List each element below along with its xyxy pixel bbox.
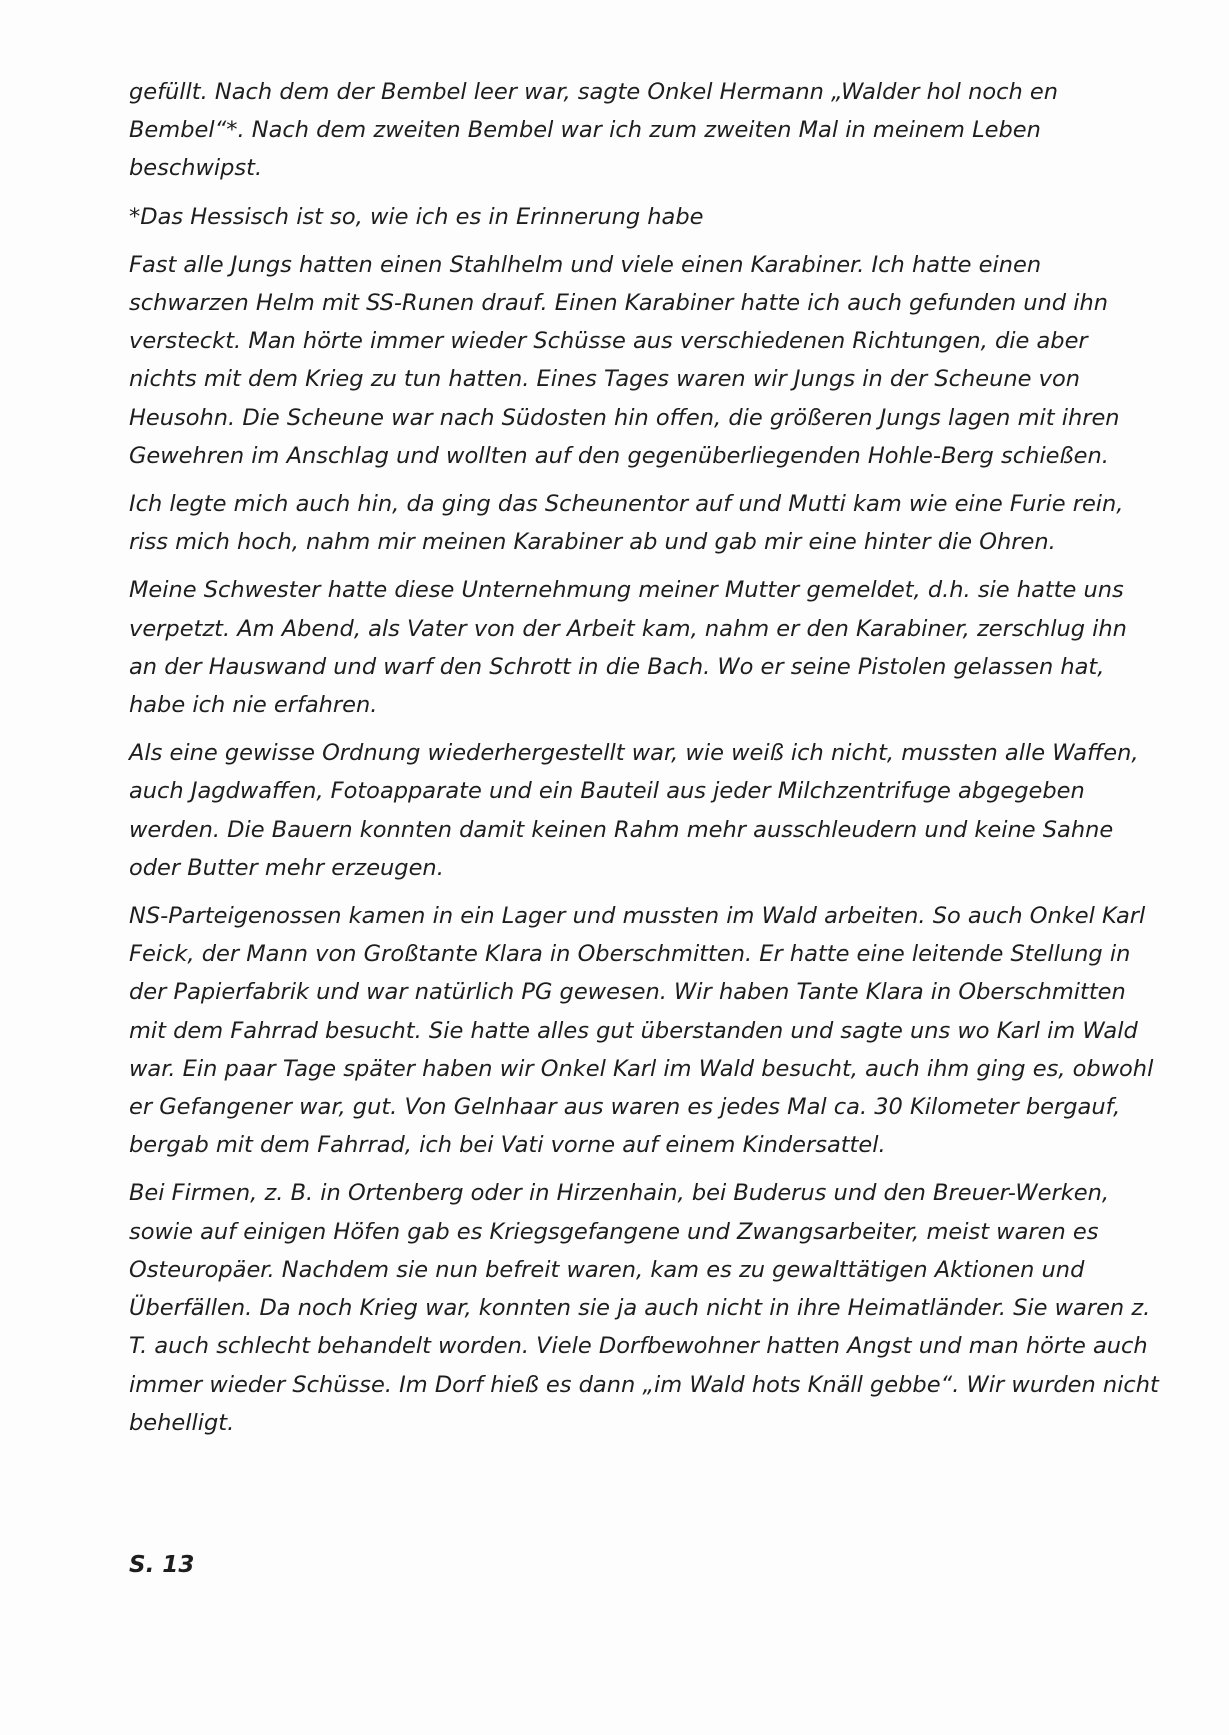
paragraph: Als eine gewisse Ordnung wiederhergestellt war, wie weiß ich nicht, mussten alle Waffen, auch Jagdwaffen, Fotoapparate und ein Bauteil aus jeder Milchzentrifuge abgegeben werden. Die Bauern konnten damit keinen Rahm mehr ausschleudern und keine Sahne oder Butter mehr erzeugen. — [129, 740, 1139, 881]
document-body — [129, 73, 1159, 1452]
footnote: *Das Hessisch ist so, wie ich es in Erinnerung habe — [129, 203, 704, 230]
paragraph: NS-Parteigenossen kamen in ein Lager und mussten im Wald arbeiten. So auch Onkel Karl Feick, der Mann von Großtante Klara in Oberschmitten. Er hatte eine leitende Stellung in der Papierfabrik und war natürlich PG gewesen. Wir haben Tante Klara in Oberschmitten mit dem Fahrrad besucht. Sie hatte alles gut überstanden und sagte uns wo Karl im Wald war. Ein paar Tage später haben wir Onkel Karl im Wald besucht, auch ihm ging es, obwohl er Gefangener war, gut. Von Gelnhaar aus waren es jedes Mal ca. 30 Kilometer bergauf, bergab mit dem Fahrrad, ich bei Vati vorne auf einem Kindersattel. — [129, 903, 1154, 1159]
paragraph: Ich legte mich auch hin, da ging das Scheunentor auf und Mutti kam wie eine Furie rein, riss mich hoch, nahm mir meinen Karabiner ab und gab mir eine hinter die Ohren. — [129, 491, 1124, 556]
paragraph: gefüllt. Nach dem der Bembel leer war, sagte Onkel Hermann „Walder hol noch en Bembel“*. Nach dem zweiten Bembel war ich zum zweiten Mal in meinem Leben beschwipst. — [129, 79, 1058, 182]
paragraph: Bei Firmen, z. B. in Ortenberg oder in Hirzenhain, bei Buderus und den Breuer-Werken, sowie auf einigen Höfen gab es Kriegsgefangene und Zwangsarbeiter, meist waren es Osteuropäer. Nachdem sie nun befreit waren, kam es zu gewalttätigen Aktionen und Überfällen. Da noch Krieg war, konnten sie ja auch nicht in ihre Heimatländer. Sie waren z. T. auch schlecht behandelt worden. Viele Dorfbewohner hatten Angst und man hörte auch immer wieder Schüsse. Im Dorf hieß es dann „im Wald hots Knäll gebbe“. Wir wurden nicht behelligt. — [129, 1180, 1159, 1436]
paragraph: Meine Schwester hatte diese Unternehmung meiner Mutter gemeldet, d.h. sie hatte uns verpetzt. Am Abend, als Vater von der Arbeit kam, nahm er den Karabiner, zerschlug ihn an der Hauswand und warf den Schrott in die Bach. Wo er seine Pistolen gelassen hat, habe ich nie erfahren. — [129, 577, 1127, 719]
paragraph: Fast alle Jungs hatten einen Stahlhelm und viele einen Karabiner. Ich hatte einen schwarzen Helm mit SS-Runen drauf. Einen Karabiner hatte ich auch gefunden und ihn versteckt. Man hörte immer wieder Schüsse aus verschiedenen Richtungen, die aber nichts mit dem Krieg zu tun hatten. Eines Tages waren wir Jungs in der Scheune von Heusohn. Die Scheune war nach Südosten hin offen, die größeren Jungs lagen mit ihren Gewehren im Anschlag und wollten auf den gegenüberliegenden Hohle-Berg schießen. — [129, 251, 1120, 469]
page-number: S. 13 — [129, 1552, 195, 1578]
